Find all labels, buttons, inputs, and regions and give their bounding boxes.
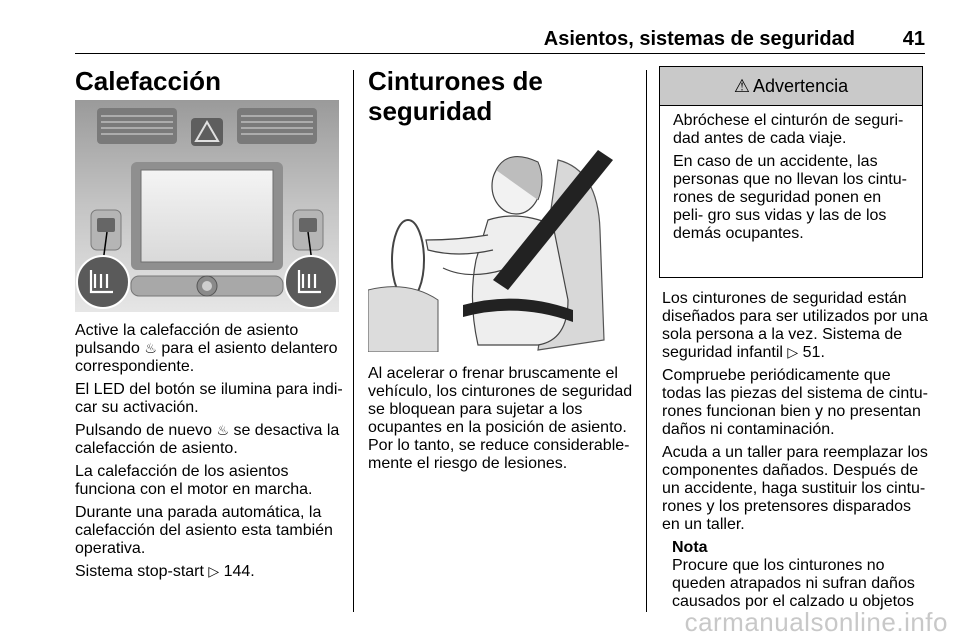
column-divider-2 bbox=[646, 70, 647, 612]
left-text bbox=[75, 322, 345, 586]
text: para el asiento delantero correspondiente. bbox=[75, 340, 338, 375]
heading-cinturones: Cinturones de seguridad bbox=[368, 66, 543, 126]
note-title: Nota bbox=[672, 539, 708, 556]
note-text: Procure que los cinturones no queden atrapados ni sufran daños causados por el calzado u objetos bbox=[672, 557, 915, 610]
page-number: 41 bbox=[902, 28, 925, 50]
section-title: Asientos, sistemas de seguridad bbox=[543, 28, 855, 50]
watermark: carmanualsonline.info bbox=[684, 607, 948, 637]
dashboard-figure bbox=[75, 100, 339, 312]
heading-calefaccion: Calefacción bbox=[75, 66, 221, 96]
seatbelt-illustration bbox=[368, 140, 632, 352]
header-divider bbox=[75, 53, 925, 54]
warning-title: Advertencia bbox=[753, 75, 849, 96]
note-block bbox=[662, 539, 930, 611]
middle-text bbox=[368, 365, 638, 478]
paragraph: Durante una parada automática, la calefacción del asiento esta también operativa. bbox=[75, 504, 333, 557]
left-column bbox=[75, 66, 343, 96]
text: Pulsando de nuevo bbox=[75, 422, 217, 439]
seatbelt-figure bbox=[368, 140, 632, 352]
column-divider-1 bbox=[353, 70, 354, 612]
right-text bbox=[662, 290, 930, 616]
page-header bbox=[75, 28, 925, 50]
warning-box bbox=[659, 66, 923, 278]
paragraph: Acuda a un taller para reemplazar los componentes dañados. Después de un accidente, haga sustituir los cintu- rones y los pretensores disparados en un taller. bbox=[662, 444, 928, 533]
warning-header bbox=[660, 67, 922, 106]
arrow-ref-icon: ▷ bbox=[208, 564, 220, 580]
paragraph bbox=[75, 322, 345, 376]
text: 51. bbox=[798, 344, 825, 361]
paragraph: La calefacción de los asientos funciona con el motor en marcha. bbox=[75, 463, 313, 498]
warning-paragraph: Abróchese el cinturón de seguri- dad antes de cada viaje. bbox=[673, 112, 904, 147]
seat-heat-icon: ♨ bbox=[144, 341, 157, 357]
seat-heat-icon: ♨ bbox=[216, 423, 230, 439]
paragraph: El LED del botón se ilumina para indi- car su activación. bbox=[75, 381, 343, 416]
paragraph bbox=[75, 422, 345, 458]
paragraph: Compruebe periódicamente que todas las piezas del sistema de cintu- rones funcionan bien y no presentan daños ni contaminación. bbox=[662, 367, 928, 438]
paragraph bbox=[662, 290, 930, 362]
text: Sistema stop-start bbox=[75, 563, 209, 580]
text: se desactiva la calefacción de asiento. bbox=[75, 422, 340, 457]
cross-reference[interactable] bbox=[75, 563, 345, 581]
text: 144. bbox=[219, 563, 255, 580]
text: Active la calefacción de asiento pulsando bbox=[75, 322, 299, 357]
dashboard-illustration bbox=[75, 100, 339, 312]
warning-triangle-icon: ⚠ bbox=[733, 75, 751, 97]
middle-column bbox=[368, 66, 636, 126]
paragraph: Al acelerar o frenar bruscamente el vehículo, los cinturones de seguridad se bloquean para sujetar a los ocupantes en la posición de asiento. Por lo tanto, se reduce considerable- mente el riesgo de lesiones. bbox=[368, 365, 633, 472]
warning-body bbox=[660, 106, 922, 243]
arrow-ref-icon[interactable]: ▷ bbox=[787, 345, 799, 361]
warning-paragraph: En caso de un accidente, las personas que no llevan los cintu- rones de seguridad ponen en peli- gro sus vidas y las de los demás ocupantes. bbox=[673, 153, 907, 242]
text: Los cinturones de seguridad están diseñados para ser utilizados por una sola persona a la vez. Sistema de seguridad infantil bbox=[662, 290, 928, 361]
